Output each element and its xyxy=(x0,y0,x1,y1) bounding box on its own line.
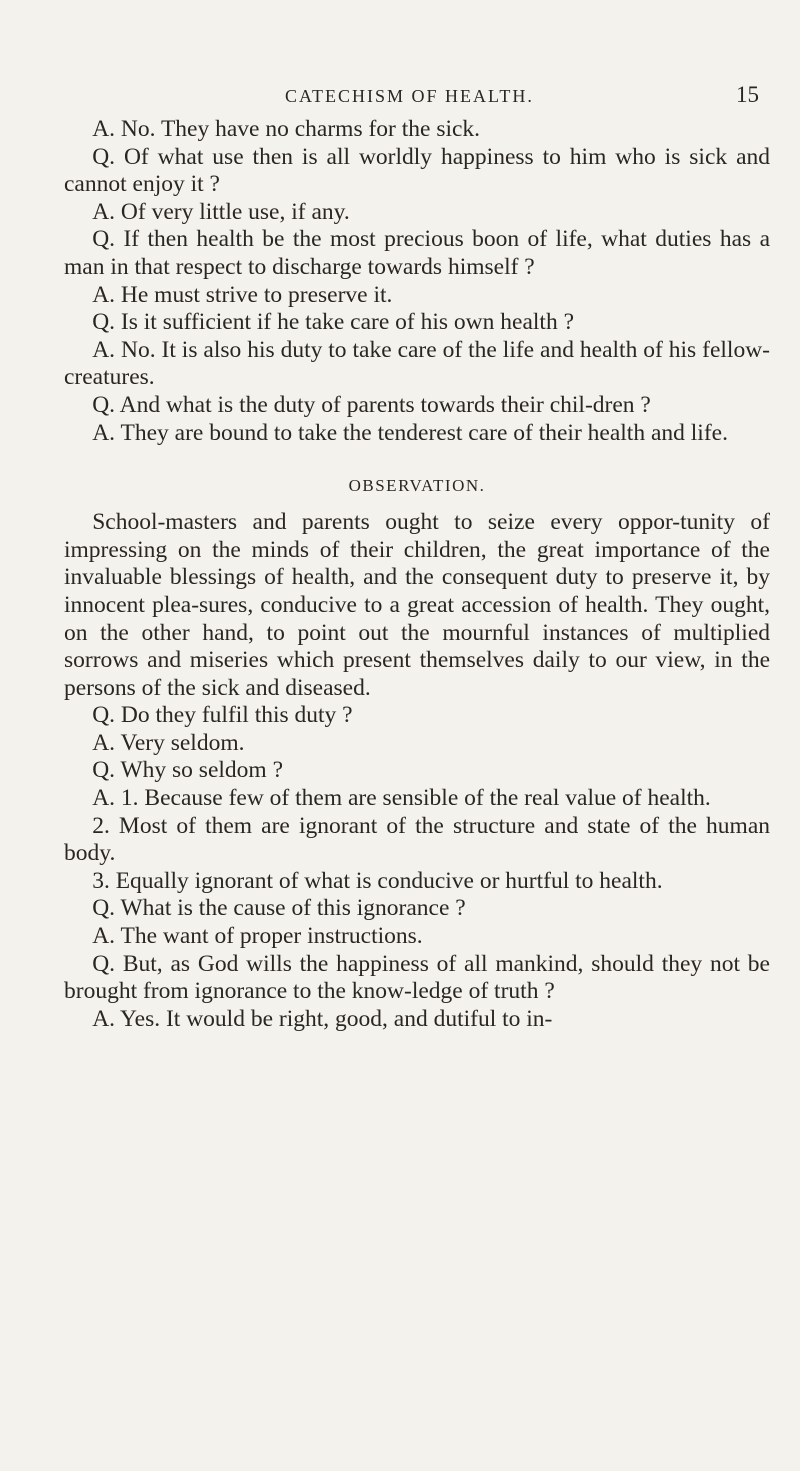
dialog-paragraph: Q. Is it sufficient if he take care of his own health ? xyxy=(92,309,574,336)
dialog-paragraph: Q. What is the cause of this ignorance ? xyxy=(92,895,466,922)
dialog-paragraph: Q. And what is the duty of parents towards their chil-dren ? xyxy=(92,391,651,418)
dialog-paragraph: A. No. It is also his duty to take care of the life and health of his fellow-creatures. xyxy=(64,336,770,391)
observation-paragraph: School-masters and parents ought to seize every oppor-tunity of impressing on the minds of their children, the great importance of the invaluable blessings of health, and the consequent duty to preserve it, by innocent plea-sures, conducive to a great accession of health. They ought, on the other hand, to point out the mournful instances of multiplied sorrows and miseries which present themselves daily to our view, in the persons of the sick and diseased. xyxy=(64,509,770,701)
dialog-paragraph: 2. Most of them are ignorant of the structure and state of the human body. xyxy=(64,812,770,867)
dialog-paragraph: 3. Equally ignorant of what is conducive or hurtful to health. xyxy=(92,867,663,894)
dialog-paragraph: Q. But, as God wills the happiness of all mankind, should they not be brought from ignorance to the know-ledge of truth ? xyxy=(64,950,770,1005)
running-title: CATECHISM OF HEALTH. xyxy=(285,86,534,106)
dialog-paragraph: A. The want of proper instructions. xyxy=(92,923,423,950)
page-body xyxy=(64,116,770,1033)
dialog-paragraph: A. No. They have no charms for the sick. xyxy=(92,116,481,142)
dialog-paragraph: A. Very seldom. xyxy=(92,729,245,756)
dialog-paragraph: A. They are bound to take the tenderest care of their health and life. xyxy=(92,419,728,446)
section-heading: OBSERVATION. xyxy=(348,476,486,496)
dialog-paragraph: A. Yes. It would be right, good, and dutiful to in- xyxy=(92,1005,553,1032)
dialog-paragraph: A. 1. Because few of them are sensible of the real value of health. xyxy=(92,785,711,812)
dialog-paragraph: Q. Why so seldom ? xyxy=(92,757,283,784)
dialog-paragraph: Q. Of what use then is all worldly happiness to him who is sick and cannot enjoy it ? xyxy=(64,143,770,198)
page-header xyxy=(0,82,800,116)
dialog-paragraph: Q. If then health be the most precious boon of life, what duties has a man in that respect to discharge towards himself ? xyxy=(64,226,770,280)
dialog-paragraph: A. Of very little use, if any. xyxy=(92,198,350,225)
dialog-paragraph: A. He must strive to preserve it. xyxy=(92,281,393,308)
dialog-paragraph: Q. Do they fulfil this duty ? xyxy=(92,702,353,729)
page-number: 15 xyxy=(736,82,759,107)
